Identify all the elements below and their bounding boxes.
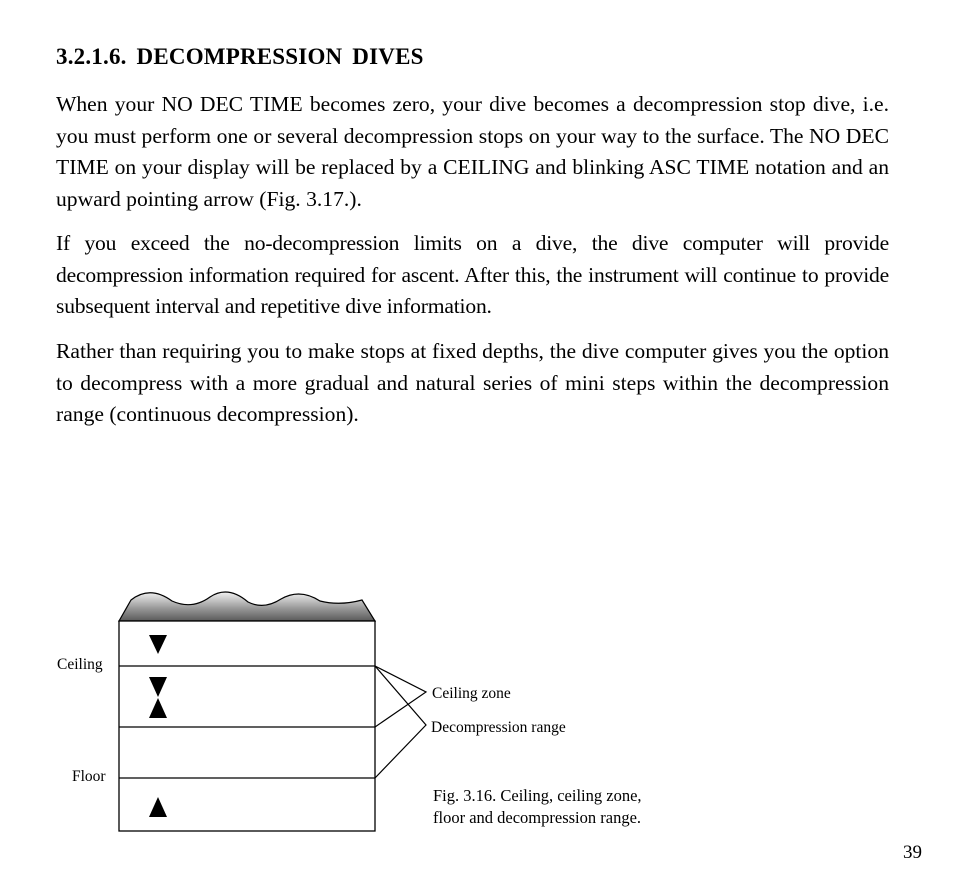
- water-surface-wave: [119, 592, 375, 621]
- paragraph-exceed-limits: If you exceed the no-decompression limits on a dive, the dive computer will provide decompression information required for ascent. After this, the instrument will continue to provide subsequent interval and repetitive dive information.: [56, 231, 889, 318]
- section-heading: 3.2.1.6. DECOMPRESSION DIVES: [56, 44, 424, 69]
- decompression-range-label: Decompression range: [431, 719, 566, 736]
- decompression-figure: [0, 580, 954, 850]
- paragraph-no-dec-time: When your NO DEC TIME becomes zero, your dive becomes a decompression stop dive, i.e. you must perform one or several decompression stops on your way to the surface. The NO DEC TIME on your display will be replaced by a CEILING and blinking ASC TIME notation and an upward pointing arrow (Fig. 3.17.).: [56, 92, 889, 211]
- paragraph-continuous-decompression: Rather than requiring you to make stops at fixed depths, the dive computer gives you the option to decompress with a more gradual and natural series of mini steps within the decompression range (continuous decompression).: [56, 339, 889, 426]
- page-number: 39: [903, 842, 922, 863]
- figure-caption: [433, 785, 642, 829]
- floor-label: Floor: [72, 768, 106, 785]
- ceiling-zone-label: Ceiling zone: [432, 685, 511, 702]
- ceiling-label: Ceiling: [57, 656, 103, 673]
- figure-caption-line2: floor and decompression range.: [433, 808, 642, 827]
- figure-caption-line1: Fig. 3.16. Ceiling, ceiling zone,: [433, 786, 642, 805]
